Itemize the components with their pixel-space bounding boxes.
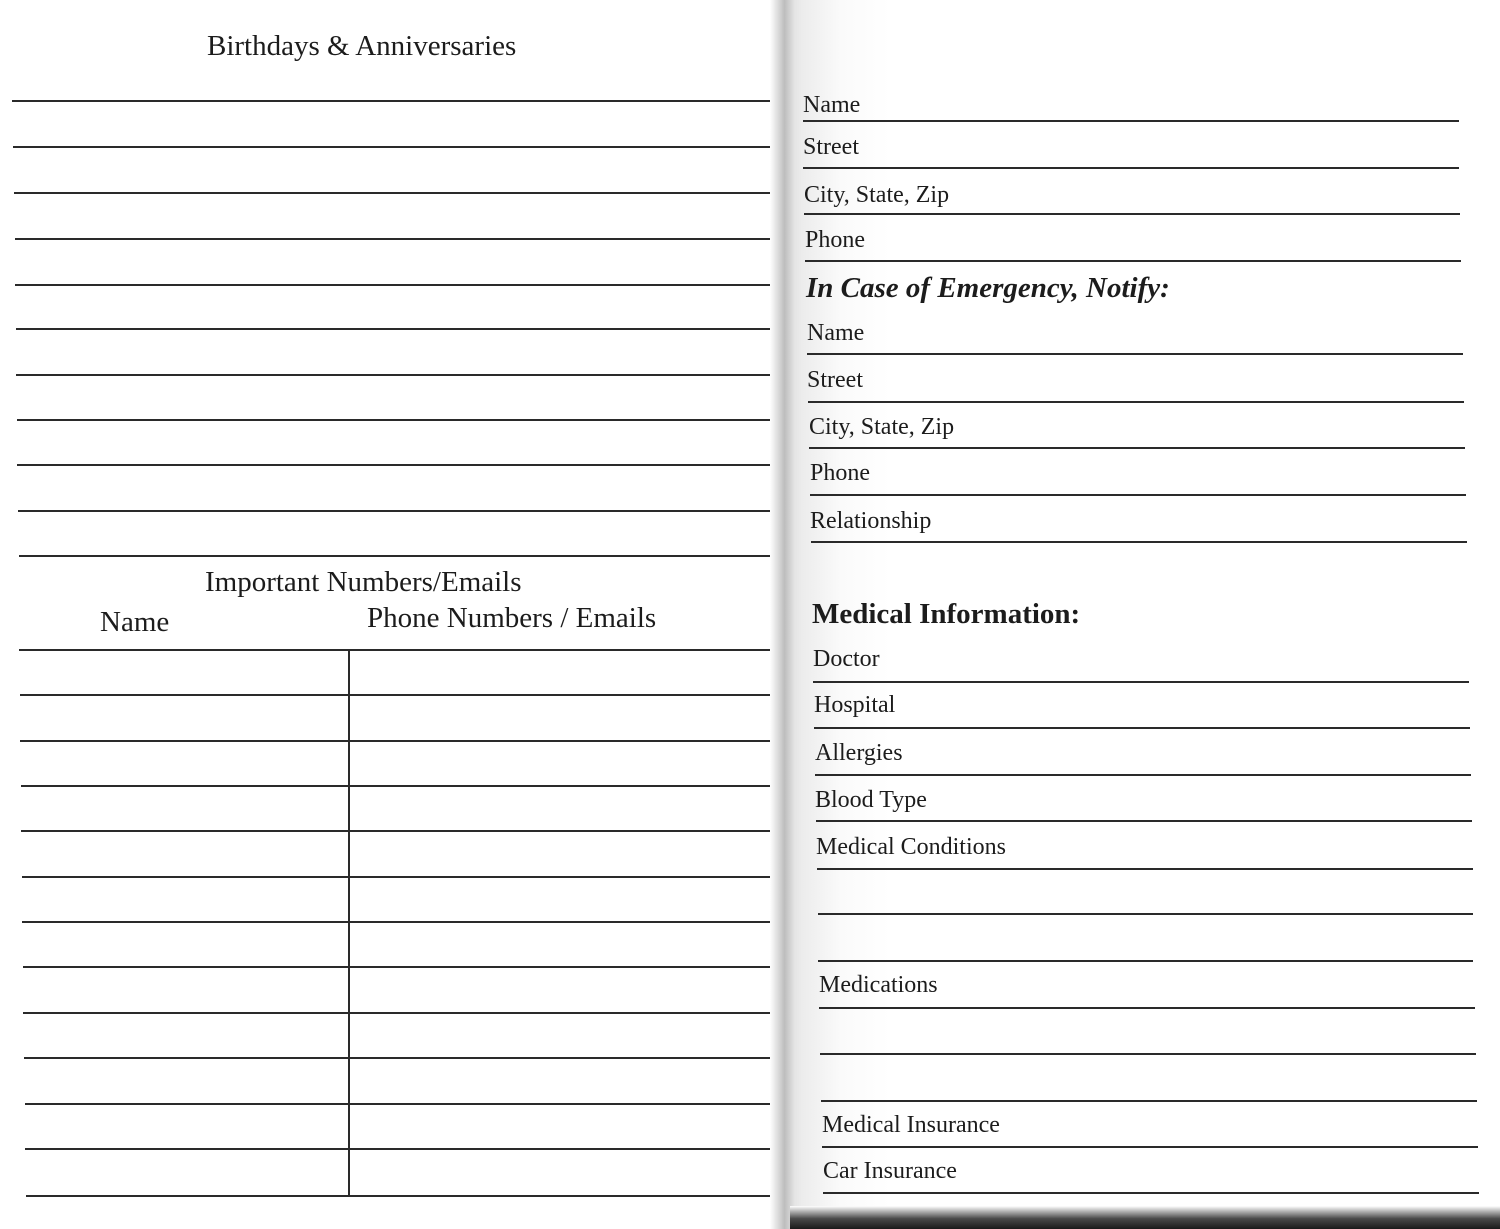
emergency-phone-line[interactable] <box>810 494 1466 496</box>
allergies-line[interactable] <box>815 774 1471 776</box>
doctor-line[interactable] <box>813 681 1469 683</box>
hospital-label: Hospital <box>814 692 896 718</box>
table-row[interactable] <box>20 694 780 696</box>
medical-insurance-label: Medical Insurance <box>822 1112 1000 1138</box>
birthday-line[interactable] <box>15 238 777 240</box>
owner-city-line[interactable] <box>804 213 1460 215</box>
emergency-relationship-label: Relationship <box>810 508 932 534</box>
emergency-city-label: City, State, Zip <box>809 414 955 440</box>
table-row[interactable] <box>25 1103 782 1105</box>
table-row[interactable] <box>19 649 780 651</box>
emergency-title: In Case of Emergency, Notify: <box>806 272 1170 304</box>
medical-conditions-line[interactable] <box>818 913 1473 915</box>
birthday-line[interactable] <box>16 328 778 330</box>
owner-phone-label: Phone <box>805 227 865 253</box>
table-row[interactable] <box>21 830 780 832</box>
birthday-line[interactable] <box>15 284 777 286</box>
medical-conditions-line[interactable] <box>817 868 1473 870</box>
medications-line[interactable] <box>820 1053 1476 1055</box>
birthday-line[interactable] <box>14 192 777 194</box>
emergency-street-label: Street <box>807 367 863 393</box>
col-phone-header: Phone Numbers / Emails <box>367 602 657 634</box>
doctor-label: Doctor <box>813 646 880 672</box>
emergency-city-line[interactable] <box>809 447 1465 449</box>
table-row[interactable] <box>24 1057 781 1059</box>
owner-phone-line[interactable] <box>805 260 1461 262</box>
emergency-street-line[interactable] <box>808 401 1464 403</box>
emergency-phone-label: Phone <box>810 460 870 486</box>
birthdays-title: Birthdays & Anniversaries <box>207 30 517 62</box>
medications-line[interactable] <box>821 1100 1477 1102</box>
birthday-line[interactable] <box>18 510 778 512</box>
medical-title: Medical Information: <box>812 598 1081 630</box>
numbers-title: Important Numbers/Emails <box>205 566 522 598</box>
emergency-name-line[interactable] <box>807 353 1463 355</box>
column-divider <box>348 649 350 1197</box>
table-row[interactable] <box>26 1195 782 1197</box>
car-insurance-label: Car Insurance <box>823 1158 957 1184</box>
table-row[interactable] <box>25 1148 782 1150</box>
birthday-line[interactable] <box>13 146 777 148</box>
table-row[interactable] <box>21 785 780 787</box>
table-row[interactable] <box>23 966 781 968</box>
page-bottom-edge <box>790 1206 1500 1229</box>
birthday-line[interactable] <box>12 100 777 102</box>
birthday-line[interactable] <box>17 464 778 466</box>
table-row[interactable] <box>23 1012 781 1014</box>
owner-name-label: Name <box>803 92 861 118</box>
hospital-line[interactable] <box>814 727 1470 729</box>
birthday-line[interactable] <box>16 374 778 376</box>
owner-name-line[interactable] <box>803 120 1459 122</box>
table-row[interactable] <box>22 921 781 923</box>
medical-conditions-label: Medical Conditions <box>816 834 1006 860</box>
table-row[interactable] <box>20 740 780 742</box>
birthday-line[interactable] <box>17 419 778 421</box>
car-insurance-line[interactable] <box>823 1192 1479 1194</box>
birthday-line[interactable] <box>19 555 778 557</box>
owner-street-line[interactable] <box>803 167 1459 169</box>
medical-conditions-line[interactable] <box>818 960 1473 962</box>
blood-type-line[interactable] <box>816 820 1472 822</box>
allergies-label: Allergies <box>815 740 903 766</box>
emergency-name-label: Name <box>807 320 865 346</box>
owner-street-label: Street <box>803 134 859 160</box>
col-name-header: Name <box>100 606 170 638</box>
emergency-relationship-line[interactable] <box>811 541 1467 543</box>
medical-insurance-line[interactable] <box>822 1146 1478 1148</box>
owner-city-label: City, State, Zip <box>804 182 950 208</box>
medications-label: Medications <box>819 972 938 998</box>
table-row[interactable] <box>22 876 781 878</box>
blood-type-label: Blood Type <box>815 787 927 813</box>
medications-line[interactable] <box>819 1007 1475 1009</box>
book-spine <box>770 0 794 1229</box>
